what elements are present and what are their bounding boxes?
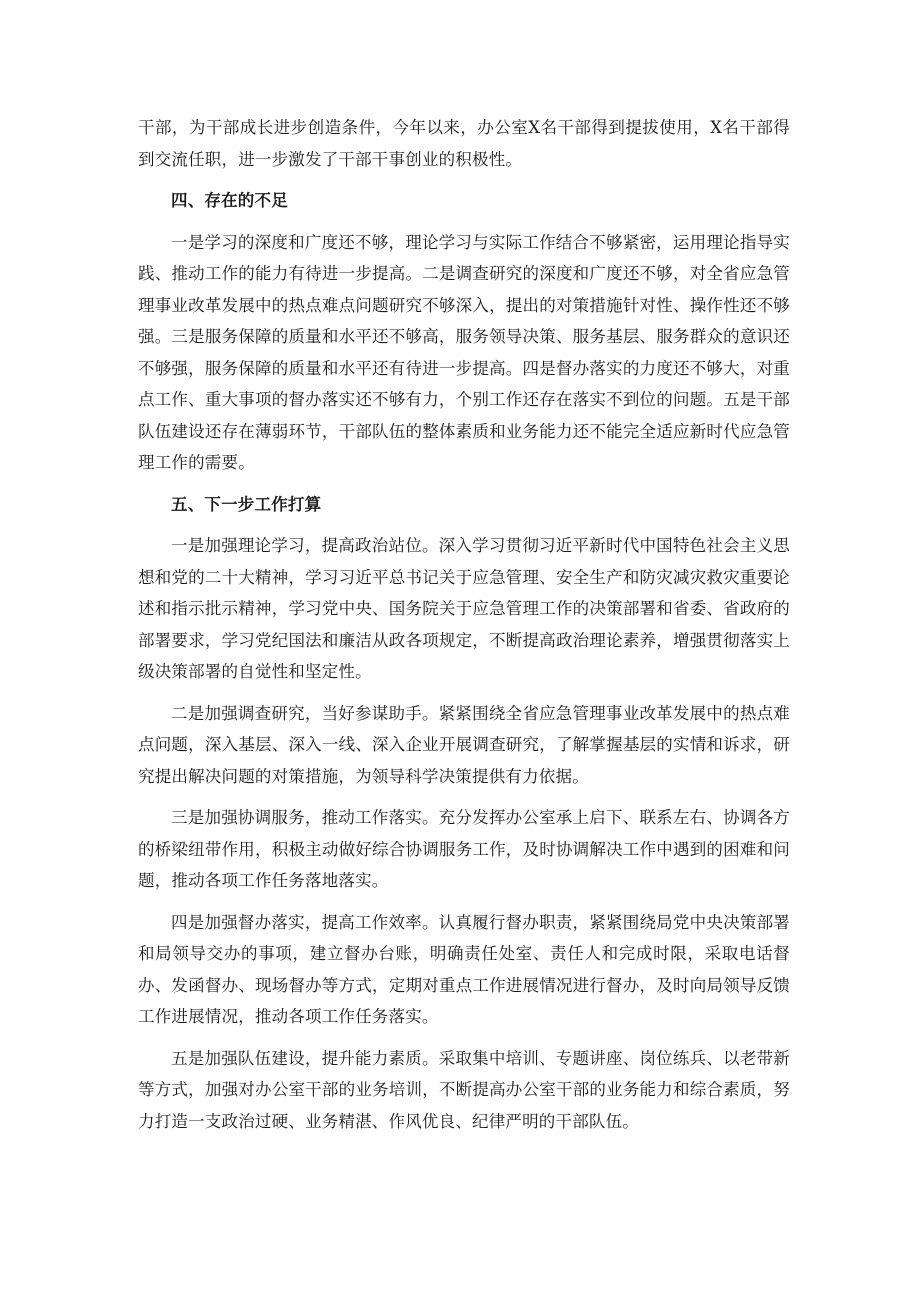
- paragraph-plan-4: 四是加强督办落实，提高工作效率。认真履行督办职责，紧紧围绕局党中央决策部署和局领导交办的事项，建立督办台账，明确责任处室、责任人和完成时限，采取电话督办、发函督办、现场督办等方式，定期对重点工作进展情况进行督办，及时向局领导反馈工作进展情况，推动各项工作任务落实。: [138, 912, 790, 1026]
- paragraph-continuation: 干部，为干部成长进步创造条件，今年以来，办公室X名干部得到提拔使用，X名干部得到交流任职，进一步激发了干部干事创业的积极性。: [138, 118, 790, 169]
- paragraph-plan-3: 三是加强协调服务，推动工作落实。充分发挥办公室承上启下、联系左右、协调各方的桥梁纽带作用，积极主动做好综合协调服务工作，及时协调解决工作中遇到的困难和问题，推动各项工作任务落地落实。: [138, 808, 790, 890]
- paragraph-plan-5: 五是加强队伍建设，提升能力素质。采取集中培训、专题讲座、岗位练兵、以老带新等方式，加强对办公室干部的业务培训，不断提高办公室干部的业务能力和综合素质，努力打造一支政治过硬、业务精湛、作风优良、纪律严明的干部队伍。: [138, 1048, 790, 1131]
- paragraph-shortcomings: 一是学习的深度和广度还不够，理论学习与实际工作结合不够紧密，运用理论指导实践、推动工作的能力有待进一步提高。二是调查研究的深度和广度还不够，对全省应急管理事业改革发展中的热点难点问题研究不够深入，提出的对策措施针对性、操作性还不够强。三是服务保障的质量和水平还不够高，服务领导决策、服务基层、服务群众的意识还不够强，服务保障的质量和水平还有待进一步提高。四是督办落实的力度还不够大，对重点工作、重大事项的督办落实还不够有力，个别工作还存在落实不到位的问题。五是干部队伍建设还存在薄弱环节，干部队伍的整体素质和业务能力还不能完全适应新时代应急管理工作的需要。: [138, 232, 790, 472]
- document-page: [138, 112, 790, 1147]
- section-heading-shortcomings: 四、存在的不足: [171, 191, 288, 210]
- section-heading-next-steps: 五、下一步工作打算: [171, 494, 322, 514]
- paragraph-plan-2: 二是加强调查研究，当好参谋助手。紧紧围绕全省应急管理事业改革发展中的热点难点问题，深入基层、深入一线、深入企业开展调查研究，了解掌握基层的实情和诉求，研究提出解决问题的对策措施，为领导科学决策提供有力依据。: [138, 703, 790, 786]
- paragraph-plan-1: 一是加强理论学习，提高政治站位。深入学习贯彻习近平新时代中国特色社会主义思想和党的二十大精神，学习习近平总书记关于应急管理、安全生产和防灾减灾救灾重要论述和指示批示精神，学习党中央、国务院关于应急管理工作的决策部署和省委、省政府的部署要求，学习党纪国法和廉洁从政各项规定，不断提高政治理论素养，增强贯彻落实上级决策部署的自觉性和坚定性。: [138, 536, 790, 681]
